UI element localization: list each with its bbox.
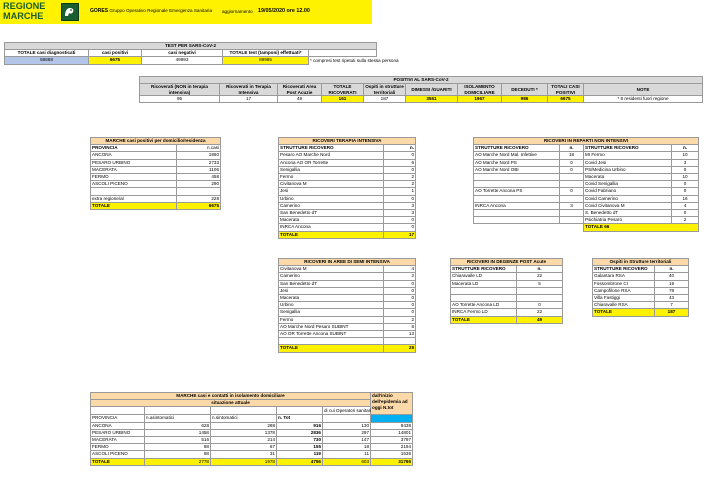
terr-table [592, 258, 689, 317]
positivi-note: * 8 residenti fuori regione [584, 96, 703, 103]
nti-row-name: Covid Camerino [584, 195, 672, 202]
semi-title: RICOVERI IN AREE DI SEMI INTENSIVA [279, 259, 416, 266]
iso-row-operators: 11 [323, 451, 371, 458]
iso-table [90, 392, 413, 466]
tests-header: casi negativi [142, 50, 223, 57]
province-total-value: 6675 [177, 202, 221, 209]
province-row [91, 159, 221, 166]
ti-row [279, 174, 416, 181]
nti-row-name: AO Marche Nord OBI [474, 166, 560, 173]
semi-row [279, 287, 416, 294]
nti-row [474, 210, 699, 217]
positivi-col-header: Ricoverati in Terapia Intensiva [220, 84, 278, 96]
post-row [451, 302, 563, 309]
province-row-name: ANCONA [91, 152, 177, 159]
nti-row-value: 0 [672, 166, 699, 173]
semi-row-value: 0 [384, 287, 416, 294]
iso-col-header: di cui Operatori sanitari [323, 407, 371, 415]
iso-row [91, 429, 413, 436]
iso-total-cell: 2778 [145, 458, 211, 465]
nti-row-name [474, 217, 560, 224]
ti-row-value: 0 [384, 166, 416, 173]
positivi-value: 49 [278, 96, 322, 103]
ti-row-value: 3 [384, 210, 416, 217]
province-col-header: PROVINCIA [91, 145, 177, 152]
brand-line-2: MARCHE [3, 10, 44, 21]
semi-row-name: Civitanova M [279, 266, 384, 273]
nti-row-name: Covid Senigallia [584, 181, 672, 188]
ti-row-name: Fermo [279, 174, 384, 181]
terr-row-value: 43 [655, 295, 689, 302]
post-row [451, 309, 563, 316]
positivi-value: 6675 [548, 96, 584, 103]
province-row-name [91, 188, 177, 195]
iso-col-header: n.asintomatici [145, 415, 211, 422]
iso-row-cumulative: 2194 [371, 444, 413, 451]
iso-row [91, 444, 413, 451]
update-value: 19/05/2020 ore 12.00 [258, 8, 310, 14]
positivi-col-header: Ricoverati (NON in terapia intensiva) [140, 84, 220, 96]
nti-row-value: 18 [560, 152, 584, 159]
positivi-value: 986 [502, 96, 548, 103]
semi-row-name: Jesi [279, 287, 384, 294]
update-label: aggiornamento [222, 9, 253, 14]
ti-row-name: Camerino [279, 202, 384, 209]
post-row-name: AO Torrette Ancona LD [451, 302, 517, 309]
tests-title: TEST PER SARS-CoV-2 [5, 43, 377, 50]
nti-row-name [474, 181, 560, 188]
iso-row [91, 451, 413, 458]
nti-row [474, 217, 699, 224]
iso-row-asym: 1458 [145, 429, 211, 436]
terr-total-value: 187 [655, 309, 689, 316]
nti-table [473, 137, 699, 232]
nti-row [474, 202, 699, 209]
org-abbr: GORES [90, 8, 109, 14]
semi-row [279, 302, 416, 309]
iso-row-asym: 516 [145, 437, 211, 444]
nti-row-value: 0 [560, 159, 584, 166]
province-total-label: TOTALE [91, 202, 177, 209]
ti-row-name: Macerata [279, 217, 384, 224]
nti-row [474, 152, 699, 159]
nti-row-name: AO Marche Nord PS [474, 159, 560, 166]
nti-total [584, 224, 699, 231]
nti-row-value: 16 [672, 195, 699, 202]
nti-total-label: TOTALE [585, 224, 603, 230]
terr-row-value: 78 [655, 287, 689, 294]
semi-row [279, 280, 416, 287]
ti-row-value: 3 [384, 202, 416, 209]
nti-row-value: 0 [560, 166, 584, 173]
terr-row-name: Campofilone RSA [593, 287, 655, 294]
post-row-value [517, 295, 563, 302]
iso-row-asym: 88 [145, 451, 211, 458]
province-row-name: FERMO [91, 174, 177, 181]
iso-side-note: dall'inizio dell'epidemia ad oggi N.tot [371, 393, 413, 415]
nti-row-name: AO Marche Nord Mal. Infettive [474, 152, 560, 159]
positivi-title: POSITIVI AL SARS-CoV-2 [140, 77, 703, 84]
semi-row [279, 273, 416, 280]
iso-row-province: FERMO [91, 444, 145, 451]
tests-header: TOTALE casi diagnosticati [5, 50, 89, 57]
positivi-col-header: Ricoverati Area Post Acuzie [278, 84, 322, 96]
nti-row [474, 166, 699, 173]
iso-row-sym: 1378 [211, 429, 277, 436]
terr-row-value: 19 [655, 280, 689, 287]
iso-row-total: 155 [277, 444, 323, 451]
positivi-col-header: DIMESSI /GUARITI [406, 84, 458, 96]
province-title: MARCHE casi positivi per domicilio/residenza [91, 138, 221, 145]
nti-row [474, 188, 699, 195]
nti-row [474, 174, 699, 181]
nti-row-value: 4 [672, 202, 699, 209]
province-row [91, 188, 221, 195]
tests-header: casi positivi [89, 50, 142, 57]
iso-row-province: ANCONA [91, 422, 145, 429]
positivi-table [139, 76, 703, 103]
semi-row-value: 2 [384, 316, 416, 323]
nti-row-name [474, 210, 560, 217]
nti-row [474, 195, 699, 202]
iso-row-cumulative: 3797 [371, 437, 413, 444]
post-table [450, 258, 563, 324]
ti-row [279, 195, 416, 202]
positivi-col-header: TOTALI CASI POSITIVI [548, 84, 584, 96]
tests-header [309, 50, 377, 57]
iso-row-asym: 628 [145, 422, 211, 429]
ti-total-label: TOTALE [279, 231, 384, 238]
terr-total-label: TOTALE [593, 309, 655, 316]
ti-row [279, 181, 416, 188]
ti-row-name: Urbino [279, 195, 384, 202]
ti-row [279, 188, 416, 195]
semi-row-value: 0 [384, 295, 416, 302]
province-row [91, 152, 221, 159]
nti-col-header: STRUTTURE RICOVERO [584, 145, 672, 152]
positivi-col-header: NOTE [584, 84, 703, 96]
semi-row-name: Fermo [279, 316, 384, 323]
iso-row-operators: 147 [323, 437, 371, 444]
semi-row [279, 295, 416, 302]
iso-row-total: 119 [277, 451, 323, 458]
org-name [90, 8, 212, 14]
semi-row-name: Senigallia [279, 309, 384, 316]
nti-row-value [560, 217, 584, 224]
tests-footnote: * compresi test ripetuti sulla stessa persona [310, 57, 399, 63]
tests-value: 49993 [142, 57, 223, 64]
nti-row [474, 159, 699, 166]
semi-row [279, 331, 416, 338]
iso-col-header: PROVINCIA [91, 415, 145, 422]
post-row [451, 295, 563, 302]
brand-name [3, 2, 45, 21]
iso-row-province: PESARO URBINO [91, 429, 145, 436]
ti-row-name: San Benedetto dT [279, 210, 384, 217]
iso-row-province: ASCOLI PICENO [91, 451, 145, 458]
semi-row-name: Macerata [279, 295, 384, 302]
org-full: Gruppo Operativo Regionale Emergenza Sanitaria [109, 8, 212, 13]
semi-row-value: 0 [384, 280, 416, 287]
iso-col-header: n.sintomatici [211, 415, 277, 422]
nti-row-value: 0 [672, 181, 699, 188]
ti-row-value: 6 [384, 159, 416, 166]
positivi-value: 187 [364, 96, 406, 103]
iso-row-total: 916 [277, 422, 323, 429]
post-title: RICOVERI IN DEGENZE POST Acute [451, 259, 563, 266]
iso-row-sym: 31 [211, 451, 277, 458]
province-row-value: 2733 [177, 159, 221, 166]
ti-row [279, 202, 416, 209]
ti-row-name: Jesi [279, 188, 384, 195]
positivi-col-header: Ospiti in strutture territoriali [365, 84, 404, 95]
regione-marche-logo-icon [61, 3, 79, 21]
semi-row [279, 309, 416, 316]
iso-row-sym: 214 [211, 437, 277, 444]
iso-total-cell: TOTALE [91, 458, 145, 465]
terr-col-header: STRUTTURE RICOVERO [593, 266, 655, 273]
post-row-value: 22 [517, 309, 563, 316]
ti-row-value: 0 [384, 224, 416, 231]
positivi-value: 3561 [406, 96, 458, 103]
iso-row-operators: 18 [323, 444, 371, 451]
post-total-value: 49 [517, 316, 563, 323]
iso-title: MARCHE casi e contatti in isolamento domiciliare [91, 393, 371, 400]
post-row-value: 22 [517, 273, 563, 280]
semi-total-value: 29 [384, 345, 416, 352]
nti-col-header: STRUTTURE RICOVERO [474, 145, 560, 152]
nti-row-name: S. Benedetto dT [584, 210, 672, 217]
post-total-label: TOTALE [451, 316, 517, 323]
iso-row-cumulative: 1535 [371, 451, 413, 458]
tests-table [4, 42, 399, 65]
iso-col-header: n. Tot [277, 415, 323, 422]
nti-row-name: AO Torrette Ancona PS [474, 188, 560, 195]
semi-row-value: 4 [384, 266, 416, 273]
ti-row-value: 2 [384, 181, 416, 188]
province-row-value: 290 [177, 181, 221, 188]
nti-row-value: 3 [672, 159, 699, 166]
terr-col-header: n. [655, 266, 689, 273]
ti-row-name: Senigallia [279, 166, 384, 173]
post-row [451, 280, 563, 287]
tests-value: 89985 [223, 57, 309, 64]
positivi-value: 161 [322, 96, 364, 103]
terr-row-name: Villa Fastiggi [593, 295, 655, 302]
iso-total-cell: 603 [323, 458, 371, 465]
semi-row [279, 266, 416, 273]
nti-row-value [560, 181, 584, 188]
nti-row [474, 181, 699, 188]
semi-table [278, 258, 416, 353]
post-row-name: Macerata LD [451, 280, 517, 287]
province-row-name: MACERATA [91, 166, 177, 173]
iso-row-operators: 297 [323, 429, 371, 436]
semi-row [279, 316, 416, 323]
terr-row-name: Chiaravalle RSA [593, 302, 655, 309]
nti-row-name: MI Fermo [584, 152, 672, 159]
ti-row-name: Ancona AO OR Torrette [279, 159, 384, 166]
terr-row-value: 7 [655, 302, 689, 309]
ti-row [279, 217, 416, 224]
nti-row-value: 0 [672, 188, 699, 195]
iso-total-cell: 1978 [211, 458, 277, 465]
ti-row-value: 2 [384, 174, 416, 181]
nti-row-name: Covid Civitanova M [584, 202, 672, 209]
ti-row-name: Civitanova M [279, 181, 384, 188]
terr-title: Ospiti in Strutture territoriali [593, 259, 689, 266]
post-row-name [451, 295, 517, 302]
nti-row-value: 3 [560, 202, 584, 209]
post-col-header: n. [517, 266, 563, 273]
iso-row [91, 437, 413, 444]
ti-row-value: 0 [384, 217, 416, 224]
iso-row [91, 422, 413, 429]
nti-row-value: 10 [672, 152, 699, 159]
nti-row-name [474, 174, 560, 181]
tests-value: 56668 [5, 57, 89, 64]
semi-row-value: 0 [384, 302, 416, 309]
iso-row-sym: 67 [211, 444, 277, 451]
positivi-col-header: TOTALE RICOVERATI [322, 84, 364, 96]
nti-row-value: 10 [672, 174, 699, 181]
iso-row-total: 2836 [277, 429, 323, 436]
ti-col-header: STRUTTURE RICOVERO [279, 145, 384, 152]
iso-row-operators: 130 [323, 422, 371, 429]
iso-total-cell: 4756 [277, 458, 323, 465]
iso-row-cumulative: 14801 [371, 429, 413, 436]
province-row-value: 458 [177, 174, 221, 181]
semi-row-name: Camerino [279, 273, 384, 280]
iso-row-province: MACERATA [91, 437, 145, 444]
nti-row-value: 0 [672, 210, 699, 217]
nti-row-value [560, 174, 584, 181]
semi-row-value: 8 [384, 323, 416, 330]
nti-row-name: PS/Medicina Urbino [584, 166, 672, 173]
province-row-value: 1106 [177, 166, 221, 173]
province-row-value: 228 [177, 195, 221, 202]
semi-row-name: Urbino [279, 302, 384, 309]
ti-col-header: n. [384, 145, 416, 152]
province-row-value: 1860 [177, 152, 221, 159]
iso-subtitle: situazione attuale [91, 400, 371, 407]
nti-total-value: 66 [604, 224, 610, 230]
terr-row [593, 273, 689, 280]
nti-row-name: Psichiatria Pesaro [584, 217, 672, 224]
positivi-col-header: ISOLAMENTO DOMICILIARE [458, 84, 502, 96]
ti-table [278, 137, 416, 239]
ti-row [279, 210, 416, 217]
post-row-value [517, 287, 563, 294]
terr-row [593, 280, 689, 287]
iso-row-cumulative: 9438 [371, 422, 413, 429]
province-row-name: extra regione/al [91, 195, 177, 202]
ti-row [279, 166, 416, 173]
post-row-value: 5 [517, 280, 563, 287]
iso-row-total: 730 [277, 437, 323, 444]
post-col-header: STRUTTURE RICOVERO [451, 266, 517, 273]
semi-row-name: AO Marche Nord Pesaro SUBINT [279, 323, 384, 330]
province-row-value [177, 188, 221, 195]
positivi-col-header: DECEDUTI * [502, 84, 548, 96]
post-row [451, 287, 563, 294]
nti-row-name: Macerata [584, 174, 672, 181]
ti-row-name: Pesaro AO Marche Nord [279, 152, 384, 159]
province-row [91, 195, 221, 202]
semi-row-value: 13 [384, 331, 416, 338]
terr-row-name: Galantara RSA [593, 273, 655, 280]
nti-row-value [560, 195, 584, 202]
province-row [91, 181, 221, 188]
terr-row [593, 302, 689, 309]
terr-row [593, 295, 689, 302]
province-row [91, 174, 221, 181]
ti-total-value: 17 [384, 231, 416, 238]
post-row-value: 0 [517, 302, 563, 309]
positivi-value: 17 [220, 96, 278, 103]
nti-row-name: Covid Fabriano [584, 188, 672, 195]
terr-row-name: Fossombrone CI [593, 280, 655, 287]
post-row-name: Chiaravalle LD [451, 273, 517, 280]
terr-row-value: 40 [655, 273, 689, 280]
iso-row-sym: 288 [211, 422, 277, 429]
ti-row [279, 159, 416, 166]
ti-row-value: 0 [384, 152, 416, 159]
post-row-name: INRCA Fermo LD [451, 309, 517, 316]
nti-row-value: 2 [672, 217, 699, 224]
nti-title: RICOVERI IN REPARTI NON INTENSIVI [474, 138, 699, 145]
ti-row [279, 152, 416, 159]
province-row-name: PESARO URBINO [91, 159, 177, 166]
province-table [90, 137, 221, 210]
ti-row-value: 0 [384, 195, 416, 202]
nti-col-header: n. [560, 145, 584, 152]
iso-total-cell: 31765 [371, 458, 413, 465]
nti-col-header: n. [672, 145, 699, 152]
terr-row [593, 287, 689, 294]
iso-col-header-blank [323, 415, 371, 422]
iso-col-header [371, 415, 413, 422]
post-row-name [451, 287, 517, 294]
tests-value: 6675 [89, 57, 142, 64]
semi-total-label: TOTALE [279, 345, 384, 352]
semi-row-value: 0 [384, 309, 416, 316]
nti-row-name: Covid Jesi [584, 159, 672, 166]
semi-row-name: AO OR Torrette Ancona SUBINT [279, 331, 384, 338]
ti-row-name: INRCA Ancona [279, 224, 384, 231]
semi-row-name: San Benedetto dT [279, 280, 384, 287]
tests-header: TOTALE test (tamponi) effettuati* [223, 50, 309, 57]
iso-row-asym: 88 [145, 444, 211, 451]
province-col-header: n.casi [177, 145, 221, 152]
nti-row-name: INRCA Ancona [474, 202, 560, 209]
semi-row [279, 323, 416, 330]
positivi-value: 95 [140, 96, 220, 103]
semi-row-value: 2 [384, 273, 416, 280]
post-row [451, 273, 563, 280]
province-row-name: ASCOLI PICENO [91, 181, 177, 188]
ti-row [279, 224, 416, 231]
nti-row-value [560, 210, 584, 217]
positivi-value: 1967 [458, 96, 502, 103]
brand-line-1: REGIONE [3, 1, 46, 11]
nti-row-name [474, 195, 560, 202]
nti-row-value: 0 [560, 188, 584, 195]
ti-title: RICOVERI TERAPIA INTENSIVA [279, 138, 416, 145]
province-row [91, 166, 221, 173]
ti-row-value: 1 [384, 188, 416, 195]
